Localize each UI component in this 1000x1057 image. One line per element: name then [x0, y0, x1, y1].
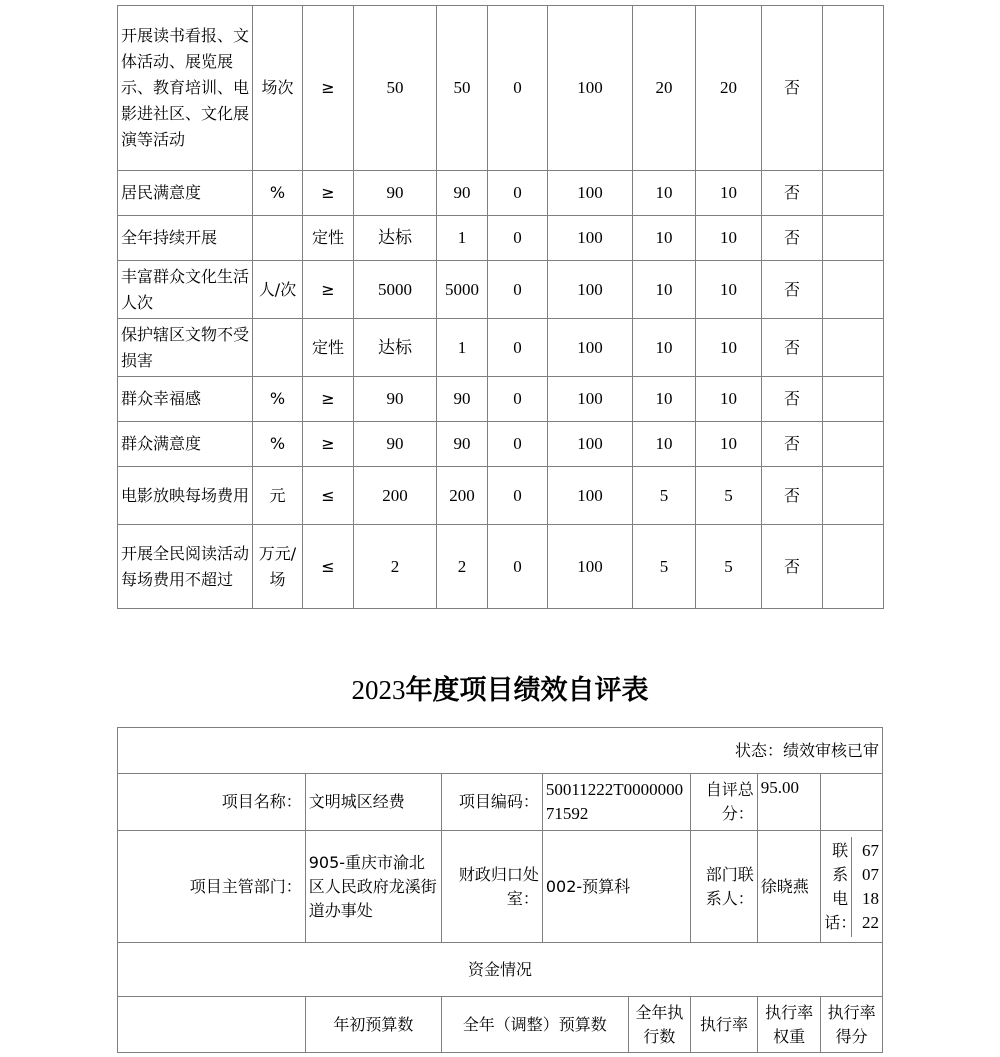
indicator-op-cell: ≤: [303, 525, 354, 609]
indicator-actual-cell: 50: [437, 6, 488, 171]
indicator-flag-cell: 否: [762, 422, 823, 467]
indicator-actual-cell: 200: [437, 467, 488, 525]
funds-header-row: [118, 997, 883, 1053]
indicator-actual-cell: 90: [437, 422, 488, 467]
indicator-target-cell: 90: [354, 171, 437, 216]
indicator-op-cell: ≥: [303, 422, 354, 467]
score-value: 95.00: [757, 774, 821, 831]
indicator-target-cell: 200: [354, 467, 437, 525]
indicator-diff-cell: 0: [488, 525, 548, 609]
indicator-weight-cell: 10: [633, 171, 696, 216]
funds-header-cell: 全年（调整）预算数: [441, 997, 628, 1053]
indicator-op-cell: ≥: [303, 261, 354, 319]
indicator-op-cell: ≥: [303, 377, 354, 422]
indicator-op-cell: ≥: [303, 6, 354, 171]
indicator-actual-cell: 90: [437, 171, 488, 216]
indicator-row: [118, 6, 884, 171]
indicator-score-cell: 10: [696, 216, 762, 261]
indicator-actual-cell: 5000: [437, 261, 488, 319]
indicator-unit-cell: %: [253, 171, 303, 216]
indicator-unit-cell: 人/次: [253, 261, 303, 319]
indicator-score-cell: 10: [696, 319, 762, 377]
empty-cell: [821, 774, 883, 831]
indicator-actual-cell: 1: [437, 319, 488, 377]
project-name-label: 项目名称：: [118, 774, 306, 831]
indicator-unit-cell: [253, 216, 303, 261]
contact-label: 部门联系人：: [691, 831, 758, 943]
indicator-rate-cell: 100: [548, 171, 633, 216]
indicator-diff-cell: 0: [488, 319, 548, 377]
indicator-weight-cell: 10: [633, 422, 696, 467]
title-year: 2023: [351, 675, 406, 705]
indicator-unit-cell: 万元/场: [253, 525, 303, 609]
indicator-note-cell: [823, 422, 884, 467]
indicator-note-cell: [823, 525, 884, 609]
phone-label-text: 联系电话：: [824, 840, 857, 932]
indicator-rate-cell: 100: [548, 6, 633, 171]
indicator-note-cell: [823, 6, 884, 171]
indicator-flag-cell: 否: [762, 171, 823, 216]
indicator-score-cell: 20: [696, 6, 762, 171]
indicator-score-cell: 10: [696, 422, 762, 467]
indicator-flag-cell: 否: [762, 377, 823, 422]
indicator-weight-cell: 20: [633, 6, 696, 171]
indicator-actual-cell: 1: [437, 216, 488, 261]
indicator-rate-cell: 100: [548, 319, 633, 377]
indicator-note-cell: [823, 467, 884, 525]
funds-header-cell: 执行率得分: [821, 997, 883, 1053]
indicator-row: [118, 422, 884, 467]
indicator-name-cell: 居民满意度: [118, 171, 253, 216]
indicator-note-cell: [823, 377, 884, 422]
indicator-rate-cell: 100: [548, 216, 633, 261]
indicator-actual-cell: 90: [437, 377, 488, 422]
phone-value: 67071822: [851, 837, 882, 937]
funds-title: 资金情况: [118, 943, 883, 997]
indicator-note-cell: [823, 261, 884, 319]
indicator-score-cell: 5: [696, 525, 762, 609]
indicator-target-cell: 90: [354, 377, 437, 422]
title-text: 年度项目绩效自评表: [405, 675, 649, 706]
indicator-target-cell: 90: [354, 422, 437, 467]
dept-value: 905-重庆市渝北区人民政府龙溪街道办事处: [305, 831, 441, 943]
indicator-unit-cell: %: [253, 422, 303, 467]
indicator-flag-cell: 否: [762, 6, 823, 171]
indicator-name-cell: 全年持续开展: [118, 216, 253, 261]
indicator-name-cell: 电影放映每场费用: [118, 467, 253, 525]
indicator-score-cell: 10: [696, 171, 762, 216]
indicator-diff-cell: 0: [488, 377, 548, 422]
indicator-unit-cell: 元: [253, 467, 303, 525]
indicator-weight-cell: 10: [633, 377, 696, 422]
status-text: 状态：绩效审核已审: [118, 728, 883, 774]
indicator-rate-cell: 100: [548, 422, 633, 467]
indicator-weight-cell: 10: [633, 216, 696, 261]
indicator-row: [118, 467, 884, 525]
indicator-op-cell: ≤: [303, 467, 354, 525]
funds-header-cell: 执行率: [691, 997, 758, 1053]
indicator-flag-cell: 否: [762, 467, 823, 525]
indicator-actual-cell: 2: [437, 525, 488, 609]
score-label: 自评总分：: [691, 774, 758, 831]
indicator-diff-cell: 0: [488, 422, 548, 467]
indicator-diff-cell: 0: [488, 261, 548, 319]
indicator-weight-cell: 5: [633, 467, 696, 525]
indicator-flag-cell: 否: [762, 319, 823, 377]
indicator-name-cell: 保护辖区文物不受损害: [118, 319, 253, 377]
indicator-flag-cell: 否: [762, 525, 823, 609]
indicator-op-cell: ≥: [303, 171, 354, 216]
indicator-weight-cell: 5: [633, 525, 696, 609]
indicator-rate-cell: 100: [548, 377, 633, 422]
indicator-diff-cell: 0: [488, 216, 548, 261]
indicator-weight-cell: 10: [633, 319, 696, 377]
indicator-note-cell: [823, 171, 884, 216]
project-code-value: 50011222T000000071592: [542, 774, 690, 831]
indicator-unit-cell: %: [253, 377, 303, 422]
funds-header-cell: 执行率权重: [757, 997, 821, 1053]
indicator-flag-cell: 否: [762, 261, 823, 319]
indicator-row: [118, 319, 884, 377]
indicator-target-cell: 2: [354, 525, 437, 609]
indicator-row: [118, 216, 884, 261]
contact-value: 徐晓燕: [757, 831, 821, 943]
indicator-row: [118, 261, 884, 319]
funds-header-cell: [118, 997, 306, 1053]
indicator-name-cell: 开展全民阅读活动每场费用不超过: [118, 525, 253, 609]
indicator-row: [118, 171, 884, 216]
indicator-op-cell: 定性: [303, 216, 354, 261]
indicator-target-cell: 50: [354, 6, 437, 171]
indicator-name-cell: 开展读书看报、文体活动、展览展示、教育培训、电影进社区、文化展演等活动: [118, 6, 253, 171]
self-evaluation-form: [117, 727, 883, 1053]
indicator-score-cell: 10: [696, 377, 762, 422]
funds-header-cell: 全年执行数: [628, 997, 691, 1053]
indicator-diff-cell: 0: [488, 6, 548, 171]
indicator-target-cell: 达标: [354, 216, 437, 261]
indicator-rate-cell: 100: [548, 467, 633, 525]
indicator-op-cell: 定性: [303, 319, 354, 377]
project-code-label: 项目编码：: [441, 774, 542, 831]
indicator-note-cell: [823, 319, 884, 377]
indicator-diff-cell: 0: [488, 467, 548, 525]
indicator-weight-cell: 10: [633, 261, 696, 319]
indicator-name-cell: 群众满意度: [118, 422, 253, 467]
indicator-score-cell: 5: [696, 467, 762, 525]
indicator-target-cell: 达标: [354, 319, 437, 377]
indicator-diff-cell: 0: [488, 171, 548, 216]
indicator-unit-cell: [253, 319, 303, 377]
indicator-row: [118, 377, 884, 422]
indicator-unit-cell: 场次: [253, 6, 303, 171]
finance-value: 002-预算科: [542, 831, 690, 943]
phone-label: [821, 831, 883, 943]
indicator-name-cell: 丰富群众文化生活人次: [118, 261, 253, 319]
dept-label: 项目主管部门：: [118, 831, 306, 943]
indicator-flag-cell: 否: [762, 216, 823, 261]
finance-label: 财政归口处室：: [441, 831, 542, 943]
indicator-score-cell: 10: [696, 261, 762, 319]
indicator-target-cell: 5000: [354, 261, 437, 319]
indicator-table: [117, 5, 884, 609]
indicator-rate-cell: 100: [548, 525, 633, 609]
indicator-name-cell: 群众幸福感: [118, 377, 253, 422]
page-title: [0, 670, 1000, 711]
funds-header-cell: 年初预算数: [305, 997, 441, 1053]
indicator-row: [118, 525, 884, 609]
indicator-note-cell: [823, 216, 884, 261]
project-name-value: 文明城区经费: [305, 774, 441, 831]
indicator-rate-cell: 100: [548, 261, 633, 319]
